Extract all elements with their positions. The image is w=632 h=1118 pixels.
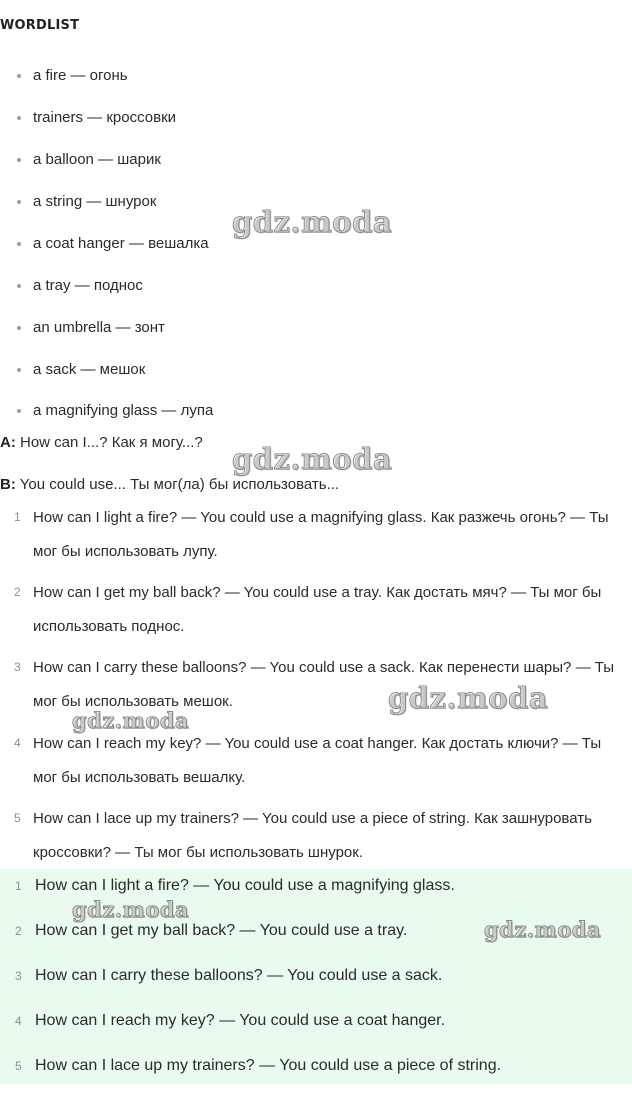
example-text: How can I carry these balloons? — You could use a sack. Как перенести шары? — Ты мог бы использовать мешок.	[33, 659, 615, 710]
dialog-text-b: You could use... Ты мог(ла) бы использовать...	[15, 476, 340, 493]
wordlist-item-text: a magnifying glass — лупа	[33, 402, 214, 419]
watermark: gdz.moda	[388, 681, 549, 715]
watermark: gdz.moda	[484, 917, 602, 942]
example-item	[14, 802, 628, 869]
answer-number: 3	[15, 969, 22, 983]
wordlist-item-text: a tray — поднос	[33, 277, 143, 294]
wordlist-item	[33, 318, 165, 338]
bullet	[17, 74, 21, 78]
answer-text: How can I reach my key? — You could use a coat hanger.	[35, 1012, 446, 1029]
wordlist-item-text: a string — шнурок	[33, 193, 157, 210]
wordlist-item	[33, 234, 209, 254]
answer-text: How can I light a fire? — You could use a magnifying glass.	[35, 877, 455, 894]
dialog-text-a: How can I...? Как я могу...?	[15, 434, 203, 451]
answer-item	[15, 1010, 446, 1032]
example-text: How can I lace up my trainers? — You could use a piece of string. Как зашнуровать кроссовки? — Ты мог бы использовать шнурок.	[33, 810, 592, 861]
answer-text: How can I get my ball back? — You could use a tray.	[35, 922, 408, 939]
bullet	[17, 326, 21, 330]
example-number: 4	[14, 736, 21, 750]
wordlist-item	[33, 401, 213, 421]
watermark: gdz.moda	[232, 205, 393, 239]
answer-number: 5	[15, 1059, 22, 1073]
wordlist-item-text: a coat hanger — вешалка	[33, 235, 209, 252]
wordlist-item-text: a sack — мешок	[33, 361, 146, 378]
wordlist-heading: WORDLIST	[0, 18, 80, 33]
wordlist-item	[33, 192, 156, 212]
wordlist-item-text: a balloon — шарик	[33, 151, 161, 168]
bullet	[17, 158, 21, 162]
dialog-label-b: B:	[0, 476, 16, 493]
wordlist-item	[33, 360, 145, 380]
answer-item	[15, 920, 408, 942]
answer-item	[15, 875, 455, 897]
bullet	[17, 242, 21, 246]
watermark: gdz.moda	[232, 442, 393, 476]
wordlist-item-text: a fire — огонь	[33, 67, 128, 84]
dialog-label-a: A:	[0, 434, 16, 451]
bullet	[17, 200, 21, 204]
bullet	[17, 116, 21, 120]
bullet	[17, 409, 21, 413]
example-number: 3	[14, 660, 21, 674]
wordlist-item-text: an umbrella — зонт	[33, 319, 165, 336]
wordlist-item	[33, 66, 128, 86]
example-item	[14, 501, 628, 568]
answer-text: How can I lace up my trainers? — You could use a piece of string.	[35, 1057, 502, 1074]
bullet	[17, 368, 21, 372]
example-number: 2	[14, 585, 21, 599]
bullet	[17, 284, 21, 288]
wordlist-item	[33, 108, 176, 128]
dialog-line-a	[0, 433, 203, 453]
example-item	[14, 727, 628, 794]
example-number: 5	[14, 811, 21, 825]
wordlist-item-text: trainers — кроссовки	[33, 109, 177, 126]
answer-item	[15, 1055, 502, 1077]
answer-number: 4	[15, 1014, 22, 1028]
answer-number: 1	[15, 879, 22, 893]
watermark: gdz.moda	[72, 897, 190, 922]
answer-text: How can I carry these balloons? — You could use a sack.	[35, 967, 443, 984]
wordlist-item	[33, 150, 161, 170]
answer-number: 2	[15, 924, 22, 938]
watermark: gdz.moda	[72, 708, 190, 733]
example-text: How can I get my ball back? — You could use a tray. Как достать мяч? — Ты мог бы использовать поднос.	[33, 584, 602, 635]
wordlist-item	[33, 276, 143, 296]
example-item	[14, 576, 628, 643]
dialog-line-b	[0, 475, 339, 495]
answer-item	[15, 965, 443, 987]
example-text: How can I reach my key? — You could use a coat hanger. Как достать ключи? — Ты мог бы использовать вешалку.	[33, 735, 602, 786]
example-text: How can I light a fire? — You could use a magnifying glass. Как разжечь огонь? — Ты мог бы использовать лупу.	[33, 509, 609, 560]
example-number: 1	[14, 510, 21, 524]
